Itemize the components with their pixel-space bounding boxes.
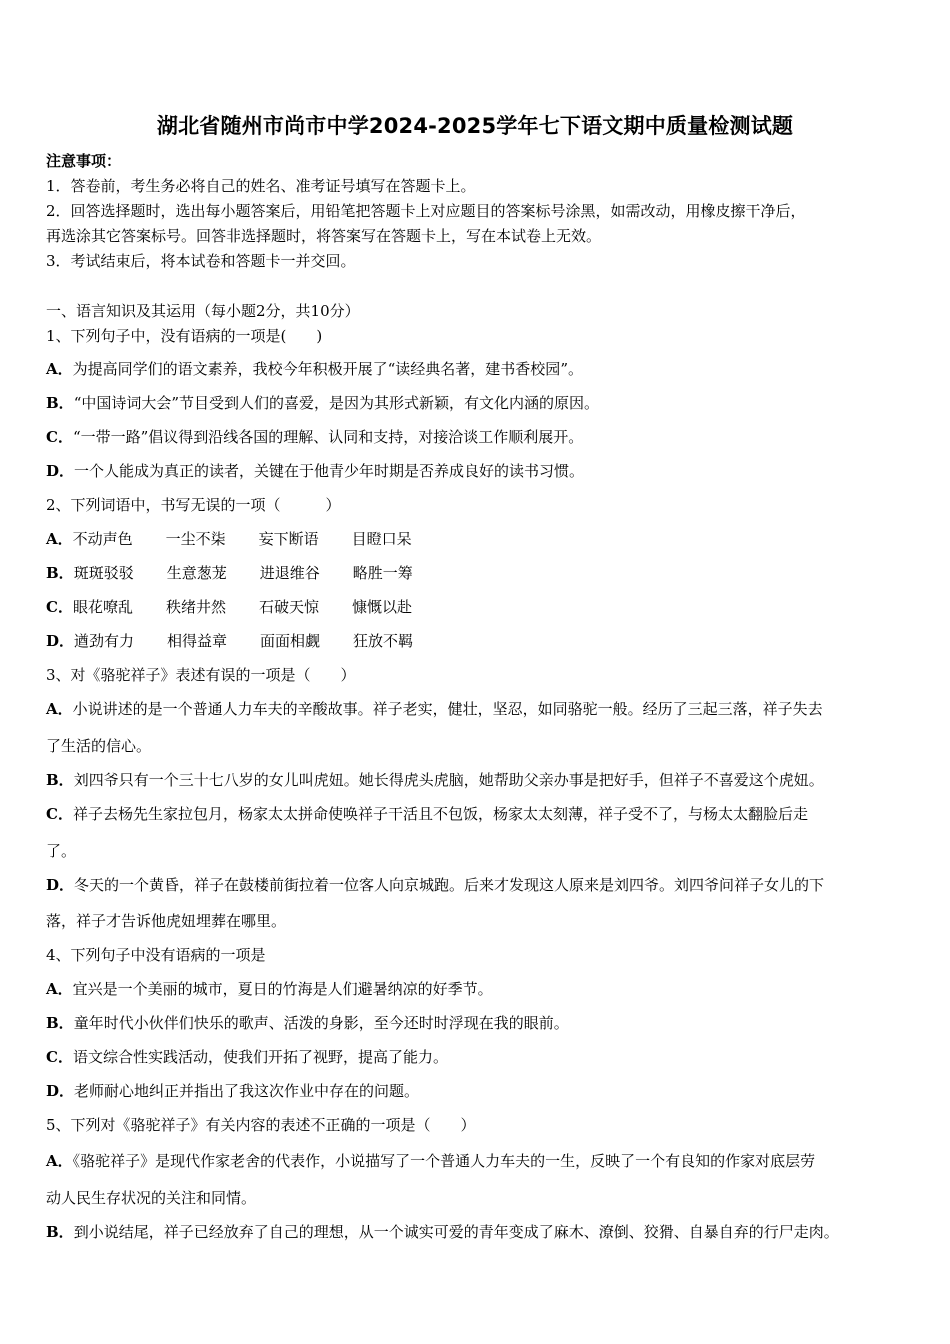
option-c: [46, 1046, 448, 1068]
notice-item: 2．回答选择题时，选出每小题答案后，用铅笔把答题卡上对应题目的答案标号涂黑，如需改动，用橡皮擦干净后，: [46, 202, 806, 220]
option-text: 为提高同学们的语文素养，我校今年积极开展了“读经典名著，建书香校园”。: [72, 360, 583, 378]
option-b: [46, 769, 824, 791]
option-d: [46, 460, 584, 482]
section-heading: 一、语言知识及其运用（每小题2分，共10分）: [46, 302, 360, 320]
option-letter: C．: [46, 1048, 73, 1066]
option-b: [46, 1221, 839, 1243]
option-letter: A．: [46, 980, 73, 998]
option-letter: B．: [46, 564, 74, 582]
option-letter: A．: [46, 1152, 73, 1170]
question-stem: 1、下列句子中，没有语病的一项是( ): [46, 327, 323, 345]
option-text: 语文综合性实践活动，使我们开拓了视野，提高了能力。: [72, 1048, 448, 1066]
option-a: [46, 358, 583, 380]
option-text: 到小说结尾，祥子已经放弃了自己的理想，从一个诚实可爱的青年变成了麻木、潦倒、狡猾、自暴自弃的行尸走肉。: [73, 1223, 839, 1241]
word: 狂放不羁: [353, 632, 414, 650]
question-stem: 3、对《骆驼祥子》表述有误的一项是（ ）: [46, 666, 356, 684]
word: 生意葱茏: [166, 564, 227, 582]
word: 妄下断语: [258, 530, 319, 548]
option-text: 一个人能成为真正的读者，关键在于他青少年时期是否养成良好的读书习惯。: [74, 462, 585, 480]
word: 一尘不柒: [165, 530, 226, 548]
option-text: “中国诗词大会”节目受到人们的喜爱，是因为其形式新颖，有文化内涵的原因。: [73, 394, 600, 412]
option-c-cont: 了。: [46, 842, 77, 860]
option-letter: B．: [46, 771, 74, 789]
option-text: 冬天的一个黄昏，祥子在鼓楼前街拉着一位客人向京城跑。后来才发现这人原来是刘四爷。刘四爷问祥子女儿的下: [74, 876, 825, 894]
option-letter: D．: [46, 1082, 75, 1100]
word: 不动声色: [72, 530, 133, 548]
option-text: “一带一路”倡议得到沿线各国的理解、认同和支持，对接洽谈工作顺利展开。: [72, 428, 584, 446]
option-a-cont: 动人民生存状况的关注和同情。: [46, 1189, 257, 1207]
notice-heading: 注意事项：: [46, 152, 122, 170]
question-stem: 5、下列对《骆驼祥子》有关内容的表述不正确的一项是（ ）: [46, 1116, 476, 1134]
notice-item: 3．考试结束后，将本试卷和答题卡一并交回。: [46, 252, 356, 270]
option-b: [46, 1012, 569, 1034]
option-a-cont: 了生活的信心。: [46, 737, 152, 755]
notice-item: 1．答卷前，考生务必将自己的姓名、准考证号填写在答题卡上。: [46, 177, 476, 195]
option-c: [46, 426, 583, 448]
option-text: 祥子去杨先生家拉包月，杨家太太拼命使唤祥子干活且不包饭，杨家太太刻薄，祥子受不了，与杨太太翻脸后走: [72, 805, 808, 823]
option-a: [46, 528, 412, 550]
option-a: [46, 698, 823, 720]
option-b: [46, 392, 599, 414]
option-letter: C．: [46, 428, 73, 446]
option-letter: A．: [46, 700, 73, 718]
question-stem: 4、下列句子中没有语病的一项是: [46, 946, 266, 964]
option-d: [46, 874, 824, 896]
option-letter: D．: [46, 632, 75, 650]
option-b: [46, 562, 413, 584]
option-letter: A．: [46, 530, 73, 548]
option-d: [46, 1080, 419, 1102]
option-letter: B．: [46, 394, 74, 412]
option-d-cont: 落，祥子才告诉他虎妞埋葬在哪里。: [46, 912, 287, 930]
option-a: [46, 978, 493, 1000]
option-c: [46, 803, 808, 825]
option-d: [46, 630, 413, 652]
option-letter: B．: [46, 1223, 74, 1241]
option-text: 童年时代小伙伴们快乐的歌声、活泼的身影，至今还时时浮现在我的眼前。: [73, 1014, 569, 1032]
notice-item: 再选涂其它答案标号。回答非选择题时，将答案写在答题卡上，写在本试卷上无效。: [46, 227, 602, 245]
option-text: 小说讲述的是一个普通人力车夫的辛酸故事。祥子老实，健壮，坚忍，如同骆驼一般。经历了三起三落，祥子失去: [72, 700, 823, 718]
option-letter: C．: [46, 805, 73, 823]
option-letter: D．: [46, 876, 75, 894]
word: 秩绪井然: [165, 598, 226, 616]
word: 遒劲有力: [74, 632, 135, 650]
word: 眼花嘹乱: [72, 598, 133, 616]
word: 略胜一筹: [352, 564, 413, 582]
option-letter: B．: [46, 1014, 74, 1032]
option-letter: D．: [46, 462, 75, 480]
word: 相得益章: [167, 632, 228, 650]
word: 慷慨以赴: [351, 598, 412, 616]
option-text: 宜兴是一个美丽的城市，夏日的竹海是人们避暑纳凉的好季节。: [72, 980, 493, 998]
question-stem: 2、下列词语中，书写无误的一项（ ）: [46, 496, 341, 514]
word: 目瞪口呆: [351, 530, 412, 548]
word: 进退维谷: [259, 564, 320, 582]
option-a: [46, 1150, 815, 1172]
option-text: 《骆驼祥子》是现代作家老舍的代表作，小说描写了一个普通人力车夫的一生，反映了一个有良知的作家对底层劳: [72, 1152, 816, 1170]
word: 面面相觑: [260, 632, 321, 650]
option-letter: C．: [46, 598, 73, 616]
word: 斑斑驳驳: [73, 564, 134, 582]
option-c: [46, 596, 412, 618]
option-letter: A．: [46, 360, 73, 378]
word: 石破天惊: [258, 598, 319, 616]
option-text: 老师耐心地纠正并指出了我这次作业中存在的问题。: [74, 1082, 420, 1100]
page-title: 湖北省随州市尚市中学2024-2025学年七下语文期中质量检测试题: [156, 114, 794, 138]
option-text: 刘四爷只有一个三十七八岁的女儿叫虎妞。她长得虎头虎脑，她帮助父亲办事是把好手，但祥子不喜爱这个虎妞。: [73, 771, 824, 789]
